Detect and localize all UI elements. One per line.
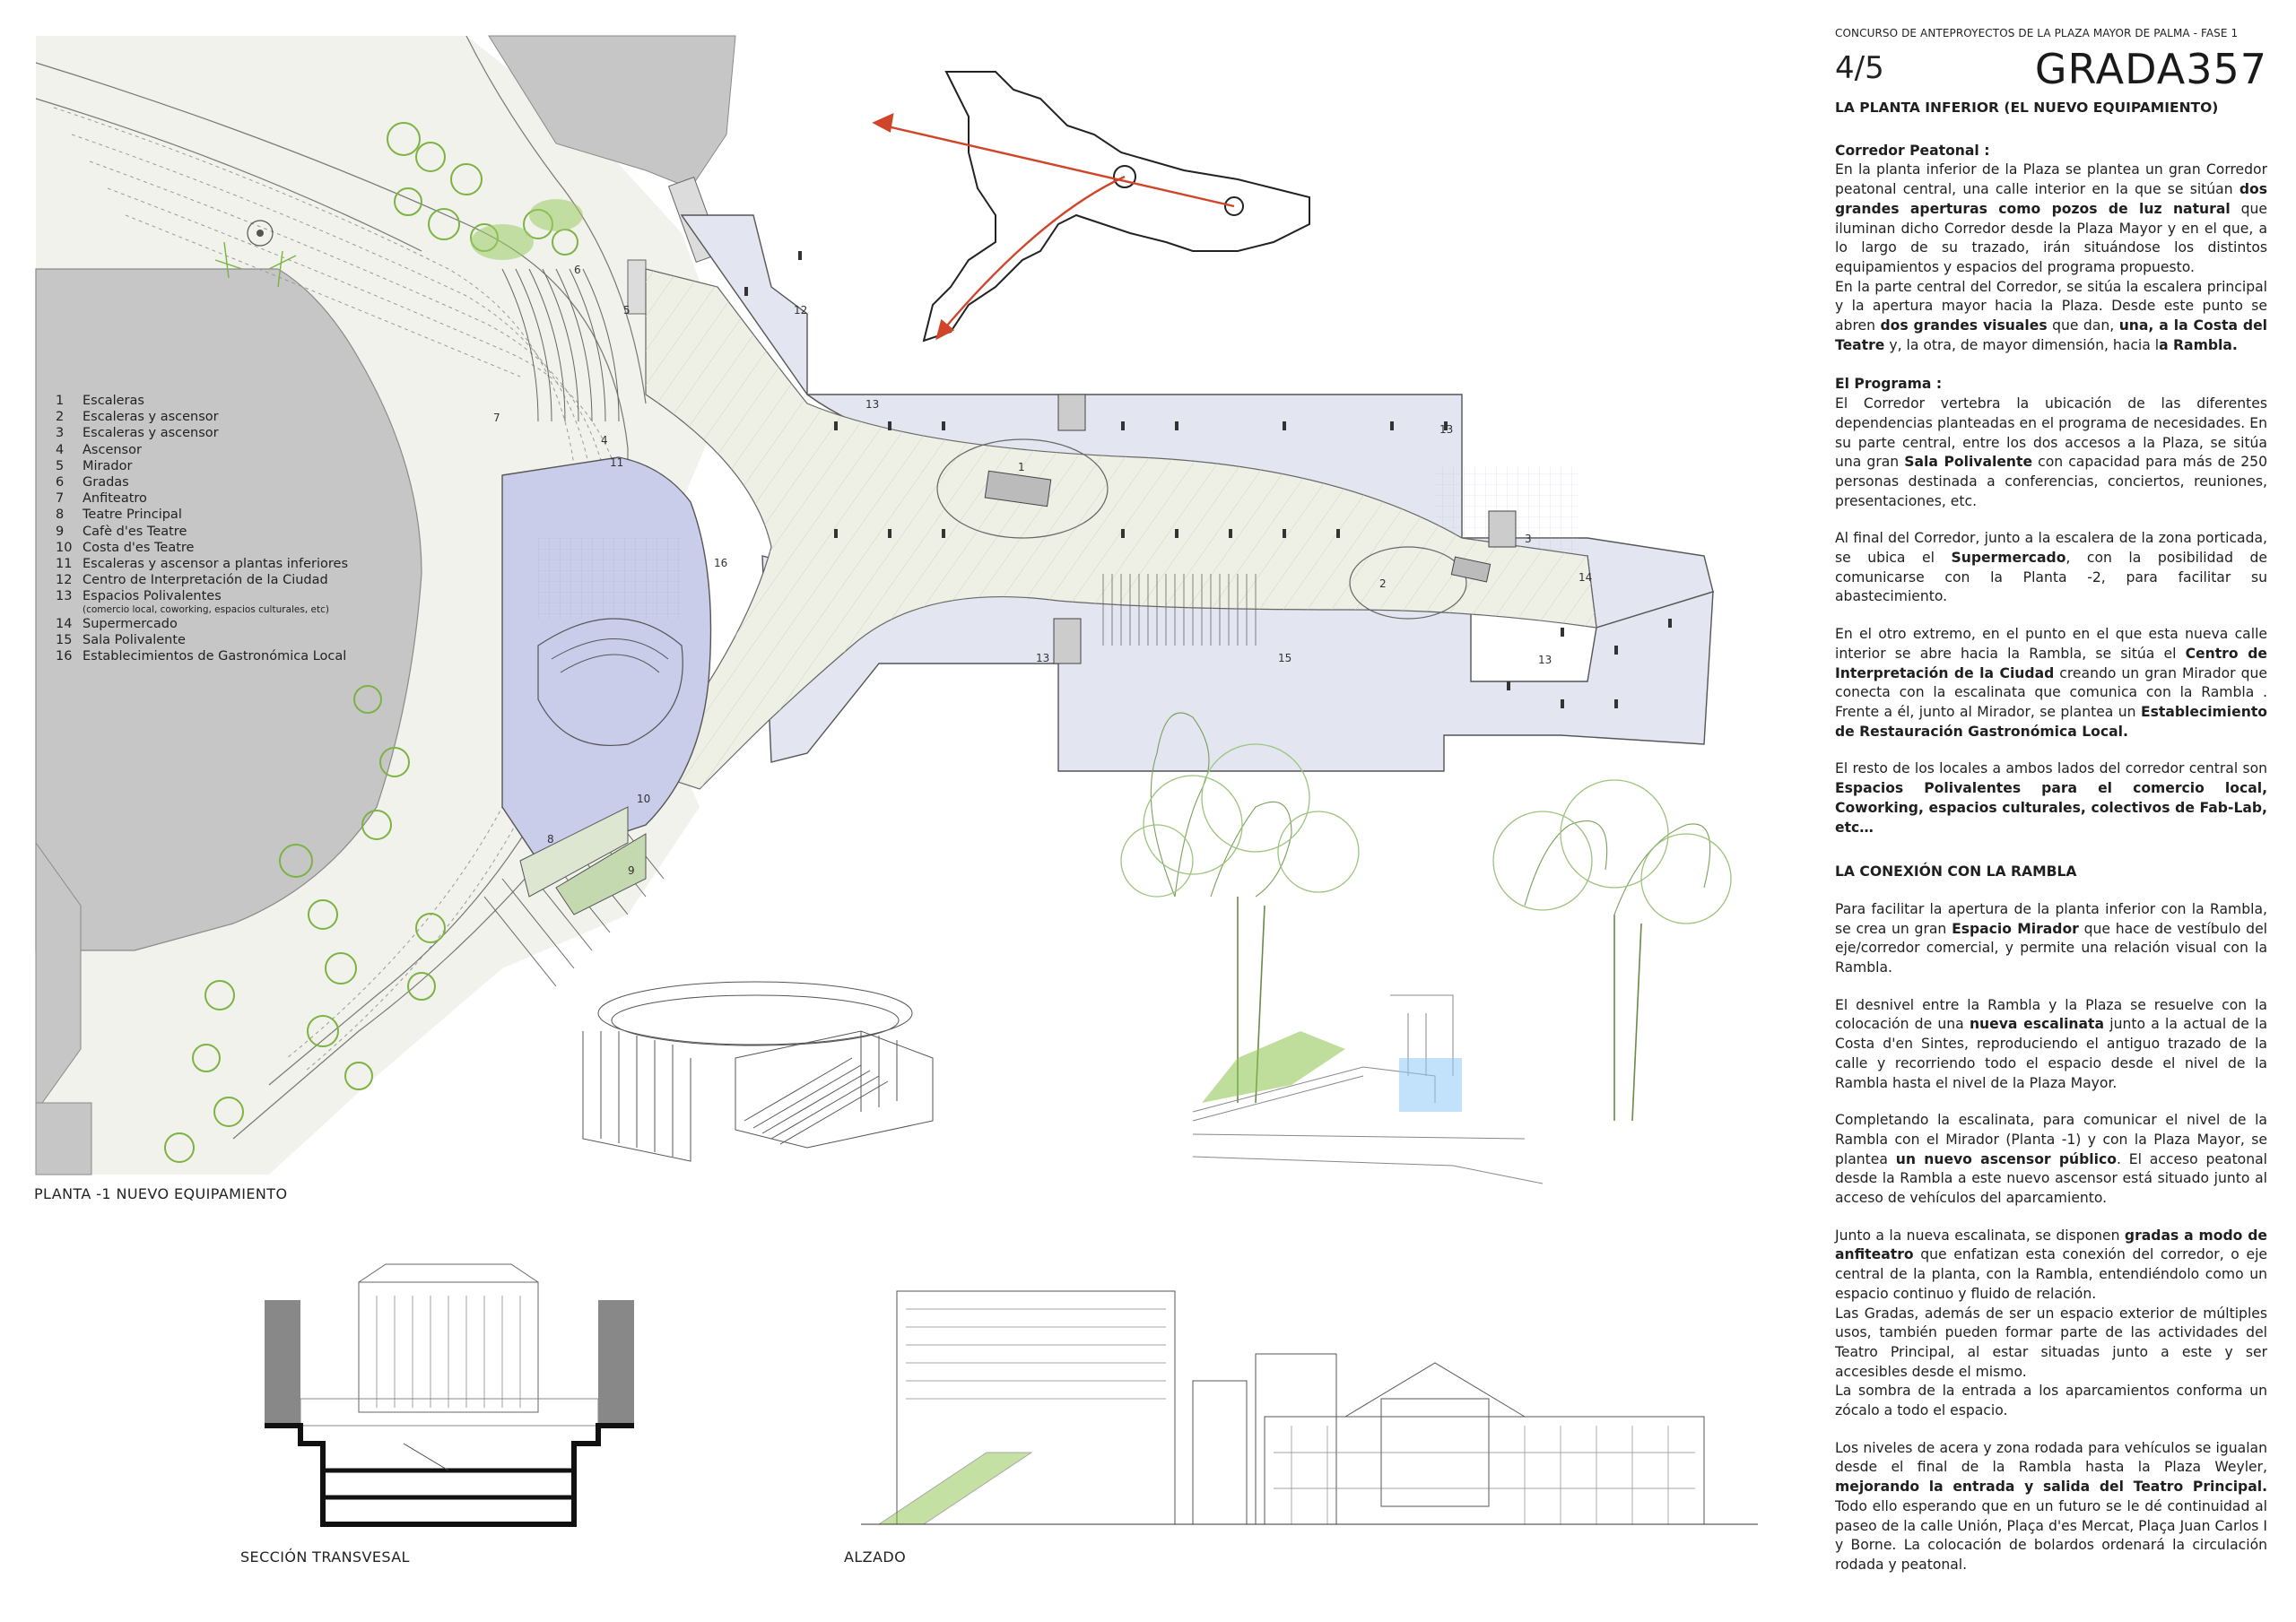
text-run-bold: una, a la Costa del Teatre <box>1835 317 2267 353</box>
text-run-bold: Espacios Polivalentes para el comercio local, Coworking, espacios culturales, colectivos de Fab-Lab, etc… <box>1835 780 2267 836</box>
legend-label: Cafè d'es Teatre <box>83 524 187 539</box>
legend-num: 5 <box>56 458 65 473</box>
paragraph <box>1835 278 2267 356</box>
text-run: El resto de los locales a ambos lados del corredor central son <box>1835 760 2267 777</box>
text-run: Los niveles de acera y zona rodada para vehículos se igualan desde el final de la Rambla hasta la Plaza Weyler, <box>1835 1439 2267 1476</box>
text-column <box>1835 27 2268 1573</box>
text-run: En la planta inferior de la Plaza se plantea un gran Corredor peatonal central, una calle interior en la que se sitúan <box>1835 161 2267 198</box>
legend-note: (comercio local, coworking, espacios culturales, etc) <box>83 603 329 615</box>
text-run-bold: Establecimiento de Restauración Gastronómica Local. <box>1835 703 2267 740</box>
legend-label: Centro de Interpretación de la Ciudad <box>83 573 328 588</box>
cross-section <box>265 1264 634 1524</box>
plan-label: 7 <box>493 412 500 424</box>
legend-label: Escaleras <box>83 394 144 408</box>
legend-num: 15 <box>56 632 73 647</box>
text-run: creando un gran Mirador que conecta con la escalinata que comunica con la Rambla . Frente a él, junto al Mirador, se plantea un <box>1835 664 2267 720</box>
competition-header: CONCURSO DE ANTEPROYECTOS DE LA PLAZA MAYOR DE PALMA - FASE 1 <box>1835 27 2239 39</box>
paragraph <box>1835 1439 2267 1575</box>
perspective-sketch <box>1121 713 1731 1184</box>
project-title: GRADA357 <box>2034 45 2267 93</box>
paragraph <box>1835 160 2267 277</box>
legend-item <box>56 588 450 604</box>
text-run-bold: dos grandes visuales <box>1880 317 2048 334</box>
text-run: que enfatizan esta conexión del corredor, o eje central de la planta, con la Rambla, entendiéndolo como un espacio continuo y fluido de relación. <box>1835 1246 2267 1302</box>
text-run-bold: a Rambla. <box>2159 336 2238 353</box>
section-caption: SECCIÓN TRANSVESAL <box>240 1548 410 1566</box>
paragraph <box>1835 625 2267 742</box>
plan-label: 5 <box>623 304 631 317</box>
text-run: Completando la escalinata, para comunicar el nivel de la Rambla con el Mirador (Planta -1) y con la Plaza Mayor, se plantea <box>1835 1112 2267 1167</box>
legend-item <box>56 474 450 490</box>
paragraph <box>1835 996 2267 1094</box>
plan-label: 10 <box>637 793 651 805</box>
legend-item <box>56 572 450 588</box>
plan-label: 13 <box>865 398 880 411</box>
plan-label: 13 <box>1439 423 1454 436</box>
plan-label: 3 <box>1525 533 1532 545</box>
legend-item <box>56 556 450 572</box>
paragraph <box>1835 900 2267 978</box>
legend-label: Escaleras y ascensor <box>83 410 219 425</box>
plan-label: 6 <box>574 264 581 276</box>
plan-label: 8 <box>547 833 554 846</box>
paragraph <box>1835 759 2267 837</box>
plan-label: 9 <box>628 864 635 877</box>
elevation-caption: ALZADO <box>844 1548 907 1566</box>
text-run: que iluminan dicho Corredor desde la Plaza Mayor y en el que, a lo largo de su trazado, irán situándose los distintos equipamientos y espacios del programa propuesto. <box>1835 200 2267 275</box>
paragraph <box>1835 395 2267 511</box>
subsection-heading: Corredor Peatonal : <box>1835 142 1990 159</box>
text-run: junto a la actual de la Costa d'en Sintes, reproduciendo el antiguo trazado de la calle y recorriendo todo el espacio desde el nivel de la Rambla hasta el nivel de la Plaza Mayor. <box>1835 1016 2268 1091</box>
paragraph: Las Gradas, además de ser un espacio exterior de múltiples usos, también pueden formar parte de las actividades del Teatro Principal, al estar situadas junto a este y ser accesibles desde el mismo. <box>1835 1305 2267 1380</box>
subsection-heading: El Programa : <box>1835 376 1943 393</box>
text-run-bold: dos grandes aperturas como pozos de luz natural <box>1835 181 2267 217</box>
plan-label: 12 <box>794 304 808 317</box>
legend-num: 3 <box>56 426 65 441</box>
body-text <box>1835 99 2267 1586</box>
legend-item <box>56 524 450 540</box>
plan-caption: PLANTA -1 NUEVO EQUIPAMIENTO <box>34 1185 288 1202</box>
legend-label: Escaleras y ascensor <box>83 426 219 441</box>
text-run-bold: Sala Polivalente <box>1904 454 2033 471</box>
text-run: que hace de vestíbulo del eje/corredor comercial, y permite una relación visual con la Rambla. <box>1835 920 2267 976</box>
legend-item <box>56 425 450 441</box>
paragraph: La sombra de la entrada a los aparcamientos conforma un zócalo a todo el espacio. <box>1835 1383 2267 1419</box>
legend-num: 8 <box>56 507 65 523</box>
text-run: Al final del Corredor, junto a la escalera de la zona porticada, se ubica el <box>1835 530 2267 567</box>
key-map-arrows <box>874 115 1234 338</box>
key-map <box>924 72 1309 341</box>
legend-label: Ascensor <box>83 442 142 457</box>
text-run-bold: Espacio Mirador <box>1952 920 2079 937</box>
legend-label: Espacios Polivalentes <box>83 589 222 604</box>
page-number: 4/5 <box>1835 50 1884 86</box>
legend-item <box>56 507 450 523</box>
legend-num: 6 <box>56 475 65 490</box>
legend-label: Sala Polivalente <box>83 632 186 647</box>
text-run: Junto a la nueva escalinata, se disponen <box>1835 1227 2125 1244</box>
text-run: Para facilitar la apertura de la planta inferior con la Rambla, se crea un gran <box>1835 900 2267 937</box>
plan-legend <box>56 393 450 664</box>
legend-num: 13 <box>56 589 73 604</box>
plan-label: 2 <box>1379 577 1387 590</box>
section-heading: LA CONEXIÓN CON LA RAMBLA <box>1835 863 2077 880</box>
legend-num: 14 <box>56 616 73 631</box>
paragraph <box>1835 1227 2267 1305</box>
text-run-bold: mejorando la entrada y salida del Teatro Principal. <box>1835 1479 2267 1496</box>
legend-num: 2 <box>56 410 65 425</box>
plan-label: 1 <box>1018 461 1025 473</box>
elevation <box>861 1291 1758 1524</box>
text-run: El Corredor vertebra la ubicación de las diferentes dependencias planteadas en el programa de necesidades. En su parte central, entre los dos accesos a la Plaza, se sitúa una gran <box>1835 395 2267 471</box>
text-run-bold: Supermercado <box>1951 550 2066 567</box>
legend-label: Teatre Principal <box>83 507 182 523</box>
text-run: En la parte central del Corredor, se sitúa la escalera principal y la apertura mayor hacia la Plaza. Desde este punto se abren <box>1835 278 2267 334</box>
legend-item <box>56 442 450 458</box>
section-title: LA PLANTA INFERIOR (EL NUEVO EQUIPAMIENTO) <box>1835 100 2219 116</box>
legend-num: 11 <box>56 557 73 572</box>
legend-item <box>56 458 450 474</box>
legend-item <box>56 616 450 632</box>
text-run-bold: nueva escalinata <box>1969 1016 2105 1033</box>
legend-label: Establecimientos de Gastronómica Local <box>83 649 347 664</box>
text-run: En el otro extremo, en el punto en el que esta nueva calle interior se abre hacia la Rambla, se sitúa el <box>1835 626 2267 662</box>
legend-num: 16 <box>56 649 73 664</box>
text-run: . El acceso peatonal desde la Rambla a este nuevo ascensor está situado junto al acceso de vehículos del aparcamiento. <box>1835 1150 2267 1207</box>
legend-item <box>56 648 450 664</box>
text-run: Todo ello esperando que en un futuro se le dé continuidad al paseo de la calle Unión, Plaça d'es Mercat, Plaça Juan Carlos I y Borne. La colocación de bolardos ordenará la circulación rodada y peatonal. <box>1835 1497 2267 1573</box>
legend-item <box>56 632 450 648</box>
legend-item <box>56 490 450 507</box>
text-run-bold: un nuevo ascensor público <box>1895 1150 2117 1167</box>
plan-label: 13 <box>1538 654 1552 666</box>
legend-label: Escaleras y ascensor a plantas inferiores <box>83 557 349 572</box>
text-run-bold: gradas a modo de anfiteatro <box>1835 1227 2267 1263</box>
paragraph <box>1835 529 2267 607</box>
legend-item <box>56 540 450 556</box>
legend-num: 4 <box>56 442 65 457</box>
legend-label: Mirador <box>83 458 133 473</box>
text-run: que dan, <box>2047 317 2119 334</box>
text-run: y, la otra, de mayor dimensión, hacia l <box>1884 336 2160 353</box>
legend-num: 12 <box>56 573 73 588</box>
legend-label: Gradas <box>83 475 129 490</box>
legend-num: 1 <box>56 394 65 408</box>
plan-label: 14 <box>1578 571 1593 584</box>
text-run: , con la posibilidad de comunicarse con la Planta -2, para facilitar su abastecimiento. <box>1835 550 2267 605</box>
legend-label: Anfiteatro <box>83 491 147 507</box>
text-run: con capacidad para más de 250 personas destinada a conferencias, conciertos, reuniones, presentaciones, etc. <box>1835 454 2267 509</box>
text-run-bold: Centro de Interpretación de la Ciudad <box>1835 645 2267 681</box>
axonometric-view <box>583 982 933 1161</box>
plan-label: 15 <box>1278 652 1292 664</box>
legend-num: 7 <box>56 491 65 507</box>
plan-label: 4 <box>601 434 608 447</box>
legend-label: Costa d'es Teatre <box>83 540 195 555</box>
plan-label: 11 <box>610 456 624 469</box>
legend-item <box>56 409 450 425</box>
plan-label: 13 <box>1036 652 1050 664</box>
legend-label: Supermercado <box>83 616 178 631</box>
legend-item <box>56 393 450 409</box>
paragraph <box>1835 1111 2267 1209</box>
plan-label: 16 <box>714 557 728 569</box>
legend-num: 9 <box>56 524 65 539</box>
legend-num: 10 <box>56 540 73 555</box>
text-run: El desnivel entre la Rambla y la Plaza se resuelve con la colocación de una <box>1835 996 2267 1033</box>
